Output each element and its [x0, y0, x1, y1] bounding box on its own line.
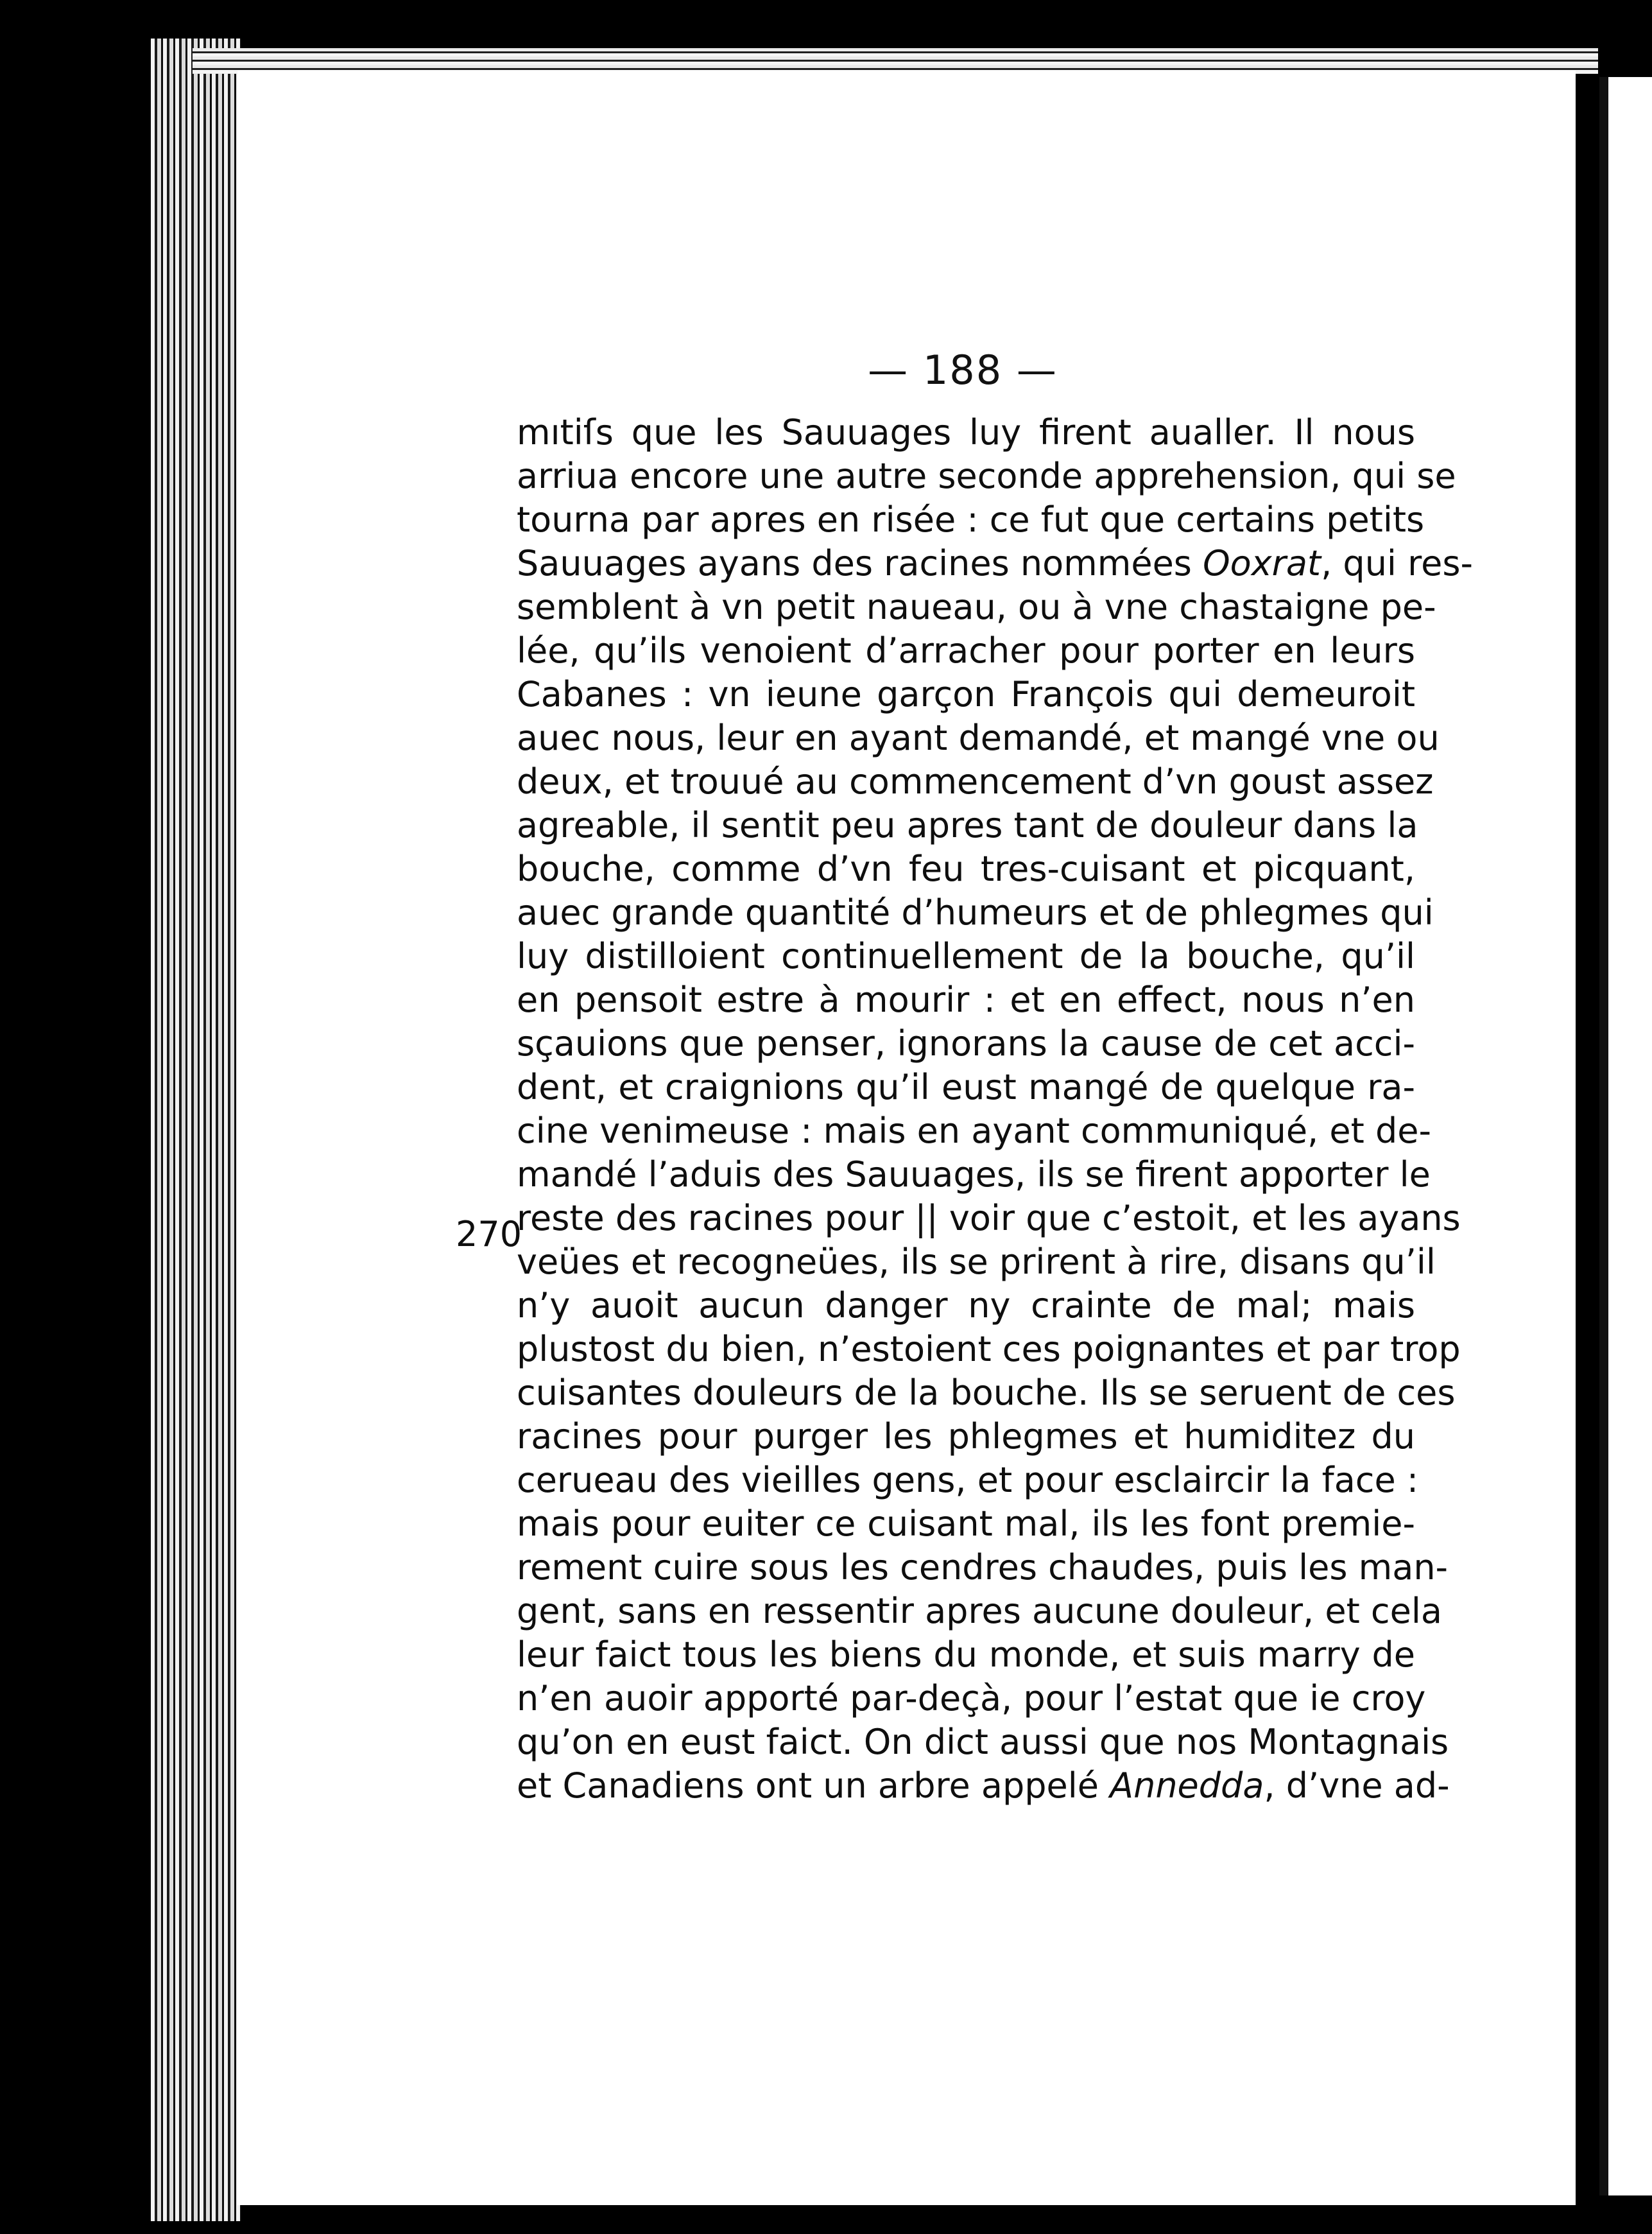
- text-line-segment: leur faict tous les biens du monde, et suis marry de: [517, 1634, 1415, 1675]
- text-line: [517, 891, 1434, 935]
- text-line-segment: plustost du bien, n’estoient ces poignantes et par trop: [517, 1329, 1461, 1369]
- text-line: [517, 978, 1415, 1022]
- text-line: [517, 1109, 1431, 1153]
- text-line: [517, 760, 1434, 804]
- text-line: [517, 498, 1425, 542]
- text-line-segment: dent, et craignions qu’il eust mangé de quelque ra-: [517, 1067, 1415, 1107]
- text-line: [517, 1328, 1461, 1371]
- text-line-segment: luy distilloient continuellement de la bouche, qu’il: [517, 936, 1415, 976]
- text-line: [517, 411, 1415, 455]
- text-line: [517, 1197, 1461, 1240]
- text-line-segment: auec grande quantité d’humeurs et de phlegmes qui: [517, 892, 1434, 933]
- text-line-segment: bouche, comme d’vn feu tres-cuisant et picquant,: [517, 849, 1415, 889]
- text-line-segment: mıtiſs que les Sauuages luy firent aualler. Il nous: [517, 412, 1415, 453]
- page-number: — 188 —: [868, 347, 1058, 394]
- text-line: [517, 1066, 1415, 1109]
- text-line-segment: n’y auoit aucun danger ny crainte de mal; mais: [517, 1285, 1415, 1326]
- text-line-segment: rement cuire sous les cendres chaudes, puis les man-: [517, 1547, 1449, 1588]
- text-line: [517, 1546, 1449, 1589]
- text-line-segment: veües et recogneües, ils se prirent à rire, disans qu’il: [517, 1242, 1436, 1282]
- text-line: [517, 1764, 1450, 1808]
- margin-line-number: 270: [456, 1214, 522, 1254]
- text-line-segment: , qui res-: [1321, 543, 1473, 584]
- text-line: [517, 1153, 1431, 1197]
- text-line: [517, 716, 1440, 760]
- text-line-segment: cine venimeuse : mais en ayant communiqué, et de-: [517, 1111, 1431, 1151]
- text-line-segment: mandé l’aduis des Sauuages, ils se firent apporter le: [517, 1154, 1431, 1195]
- italic-term: Ooxrat: [1203, 543, 1321, 584]
- text-line-segment: mais pour euiter ce cuisant mal, ils les font premie-: [517, 1503, 1415, 1544]
- text-line: [517, 1589, 1442, 1633]
- text-line: [517, 804, 1418, 847]
- text-line-segment: et Canadiens ont un arbre appelé: [517, 1765, 1110, 1806]
- text-line-segment: sçauions que penser, ignorans la cause de cet acci-: [517, 1023, 1415, 1064]
- text-line-segment: racines pour purger les phlegmes et humiditez du: [517, 1416, 1415, 1457]
- text-line: [517, 673, 1415, 716]
- text-line-segment: n’en auoir apporté par-deçà, pour l’estat que ie croy: [517, 1678, 1426, 1719]
- text-line-segment: agreable, il sentit peu apres tant de douleur dans la: [517, 805, 1418, 845]
- text-line-segment: cuisantes douleurs de la bouche. Ils se seruent de ces: [517, 1372, 1456, 1413]
- text-line-segment: qu’on en eust faict. On dict aussi que nos Montagnais: [517, 1722, 1449, 1762]
- text-line: [517, 1284, 1415, 1328]
- page-stack-edges: [151, 39, 241, 2221]
- text-line: [517, 1022, 1415, 1066]
- text-line: [517, 542, 1473, 585]
- text-line: [517, 629, 1415, 673]
- page-stack-top-edges: [193, 48, 1598, 74]
- text-line-segment: en pensoit estre à mourir : et en effect, nous n’en: [517, 980, 1415, 1020]
- text-line: [517, 1240, 1436, 1284]
- text-line-segment: Cabanes : vn ieune garçon François qui demeuroit: [517, 674, 1415, 714]
- text-line-segment: deux, et trouué au commencement d’vn goust assez: [517, 761, 1434, 802]
- text-line-segment: reste des racines pour || voir que c’estoit, et les ayans: [517, 1198, 1461, 1238]
- text-line: [517, 935, 1415, 978]
- text-line: [517, 455, 1456, 498]
- text-line: [517, 1633, 1415, 1677]
- text-line: [517, 847, 1415, 891]
- text-line: [517, 1720, 1449, 1764]
- italic-term: Annedda: [1110, 1765, 1264, 1806]
- text-line-segment: tourna par apres en risée : ce fut que certains petits: [517, 499, 1425, 540]
- text-line-segment: semblent à vn petit naueau, ou à vne chastaigne pe-: [517, 587, 1436, 627]
- text-line: [517, 1502, 1415, 1546]
- text-line-segment: Sauuages ayans des racines nommées: [517, 543, 1203, 584]
- text-line: [517, 1677, 1426, 1720]
- text-line-segment: cerueau des vieilles gens, et pour esclaircir la face :: [517, 1460, 1419, 1500]
- text-line-segment: gent, sans en ressentir apres aucune douleur, et cela: [517, 1591, 1442, 1631]
- text-line: [517, 585, 1436, 629]
- text-line: [517, 1371, 1456, 1415]
- text-line: [517, 1459, 1419, 1502]
- text-line-segment: , d’vne ad-: [1264, 1765, 1450, 1806]
- body-text: [517, 411, 1473, 1808]
- text-line-segment: lée, qu’ils venoient d’arracher pour porter en leurs: [517, 630, 1415, 671]
- facing-page-edge: [1599, 77, 1652, 2195]
- text-line: [517, 1415, 1415, 1459]
- text-line-segment: auec nous, leur en ayant demandé, et mangé vne ou: [517, 718, 1440, 758]
- text-line-segment: arriua encore une autre seconde apprehension, qui se: [517, 456, 1456, 496]
